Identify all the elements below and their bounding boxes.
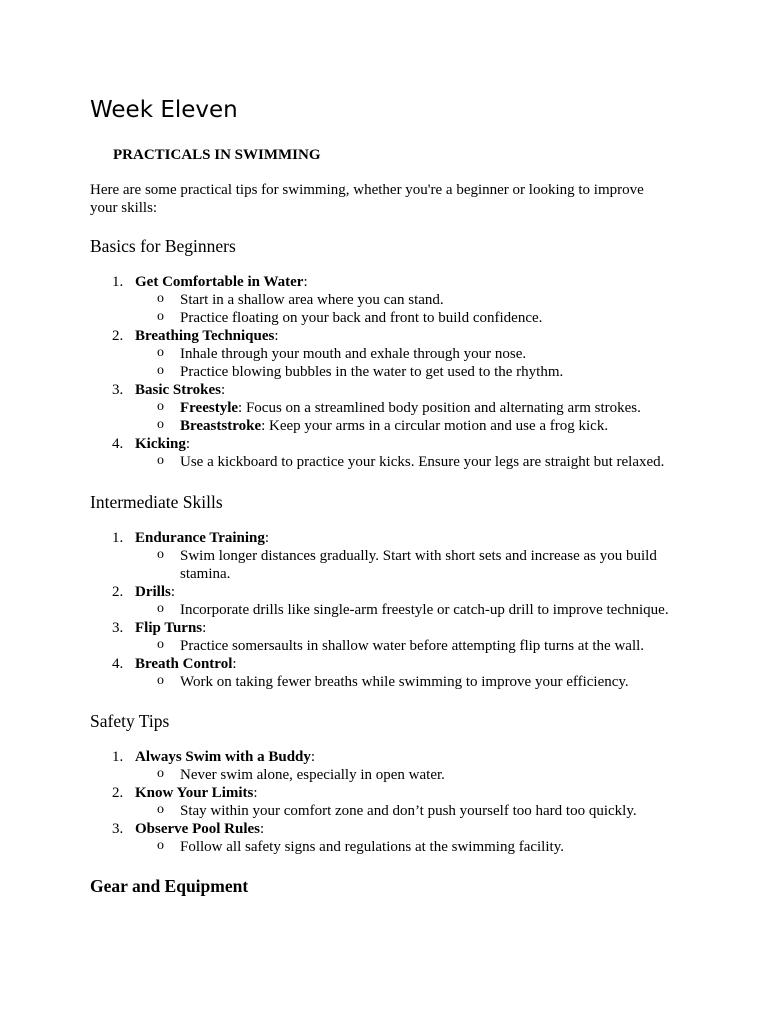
sub-item bbox=[135, 453, 690, 471]
sub-item-text: Use a kickboard to practice your kicks. Ensure your legs are straight but relaxed. bbox=[180, 454, 665, 470]
list-item bbox=[90, 327, 690, 381]
sub-item bbox=[135, 601, 690, 619]
bullet-icon: o bbox=[157, 417, 164, 432]
sub-list bbox=[135, 673, 690, 691]
bullet-icon: o bbox=[157, 601, 164, 616]
item-number: 3. bbox=[112, 620, 124, 636]
list-item bbox=[90, 820, 690, 856]
sub-list bbox=[135, 453, 690, 471]
bullet-icon: o bbox=[157, 766, 164, 781]
sub-item-text: Practice somersaults in shallow water before attempting flip turns at the wall. bbox=[180, 638, 645, 654]
sub-item bbox=[135, 673, 690, 691]
item-title: Drills bbox=[135, 584, 171, 600]
sub-list bbox=[135, 802, 690, 820]
list-item bbox=[90, 784, 690, 820]
sub-item bbox=[135, 547, 690, 583]
sub-item bbox=[135, 399, 690, 417]
bullet-icon: o bbox=[157, 309, 164, 324]
sub-list bbox=[135, 547, 690, 583]
list-item bbox=[90, 529, 690, 583]
bullet-icon: o bbox=[157, 802, 164, 817]
item-colon: : bbox=[202, 620, 207, 636]
sub-list bbox=[135, 399, 690, 435]
item-title: Get Comfortable in Water bbox=[135, 274, 304, 290]
week-title: Week Eleven bbox=[90, 97, 238, 123]
item-colon: : bbox=[303, 274, 308, 290]
sub-list bbox=[135, 291, 690, 327]
sub-item-text: Practice blowing bubbles in the water to get used to the rhythm. bbox=[180, 364, 564, 380]
item-number: 1. bbox=[112, 274, 124, 290]
section-list-intermediate bbox=[90, 529, 690, 691]
list-item bbox=[90, 381, 690, 435]
bullet-icon: o bbox=[157, 673, 164, 688]
item-number: 1. bbox=[112, 749, 124, 765]
item-title: Endurance Training bbox=[135, 530, 265, 546]
item-colon: : bbox=[310, 749, 316, 765]
item-colon: : bbox=[253, 785, 258, 801]
item-number: 3. bbox=[112, 821, 124, 837]
sub-item-text: Inhale through your mouth and exhale through your nose. bbox=[180, 346, 527, 362]
item-number: 1. bbox=[112, 530, 124, 546]
item-number: 3. bbox=[112, 382, 124, 398]
sub-item-bold: Breaststroke bbox=[180, 418, 262, 434]
item-title: Flip Turns bbox=[135, 620, 203, 636]
section-heading-intermediate: Intermediate Skills bbox=[90, 492, 223, 512]
sub-item bbox=[135, 309, 690, 327]
sub-item-text: : Focus on a streamlined body position and alternating arm strokes. bbox=[238, 400, 641, 416]
sub-item-text: Stay within your comfort zone and don’t push yourself too hard too quickly. bbox=[180, 803, 637, 819]
item-number: 2. bbox=[112, 584, 124, 600]
item-title: Breath Control bbox=[135, 656, 233, 672]
sub-item bbox=[135, 637, 690, 655]
item-colon: : bbox=[264, 530, 270, 546]
item-number: 4. bbox=[112, 436, 124, 452]
bullet-icon: o bbox=[157, 399, 164, 414]
sub-item bbox=[135, 291, 690, 309]
item-colon: : bbox=[220, 382, 226, 398]
sub-list bbox=[135, 766, 690, 784]
item-number: 2. bbox=[112, 328, 124, 344]
sub-item bbox=[135, 363, 690, 381]
intro-paragraph: Here are some practical tips for swimming, whether you're a beginner or looking to improve your skills: bbox=[90, 182, 644, 216]
sub-item-text: : Keep your arms in a circular motion and use a frog kick. bbox=[261, 418, 609, 434]
section-list-safety bbox=[90, 748, 690, 856]
sub-item-bold: Freestyle bbox=[180, 400, 239, 416]
sub-item bbox=[135, 802, 690, 820]
list-item bbox=[90, 619, 690, 655]
item-colon: : bbox=[232, 656, 237, 672]
item-title: Kicking bbox=[135, 436, 186, 452]
sub-list bbox=[135, 345, 690, 381]
bullet-icon: o bbox=[157, 838, 164, 853]
list-item bbox=[90, 655, 690, 691]
bullet-icon: o bbox=[157, 453, 164, 468]
section-heading-safety: Safety Tips bbox=[90, 711, 170, 731]
section-list-basics bbox=[90, 273, 690, 471]
sub-list bbox=[135, 601, 690, 619]
item-number: 2. bbox=[112, 785, 124, 801]
main-title: PRACTICALS IN SWIMMING bbox=[113, 147, 321, 163]
sub-item-text: Practice floating on your back and front to build confidence. bbox=[180, 310, 543, 326]
list-item bbox=[90, 435, 690, 471]
sub-list bbox=[135, 838, 690, 856]
list-item bbox=[90, 583, 690, 619]
item-colon: : bbox=[170, 584, 176, 600]
item-title: Breathing Techniques bbox=[135, 328, 275, 344]
item-title: Observe Pool Rules bbox=[135, 821, 260, 837]
sub-item bbox=[135, 417, 690, 435]
item-colon: : bbox=[185, 436, 191, 452]
item-title: Always Swim with a Buddy bbox=[135, 749, 311, 765]
sub-item-text: Never swim alone, especially in open water. bbox=[180, 767, 445, 783]
item-title: Know Your Limits bbox=[135, 785, 254, 801]
sub-item-text: Swim longer distances gradually. Start with short sets and increase as you build stamina. bbox=[180, 548, 657, 582]
bullet-icon: o bbox=[157, 363, 164, 378]
sub-item-text: Incorporate drills like single-arm freestyle or catch-up drill to improve technique. bbox=[180, 602, 669, 618]
bullet-icon: o bbox=[157, 547, 164, 562]
bullet-icon: o bbox=[157, 345, 164, 360]
section-heading-basics: Basics for Beginners bbox=[90, 236, 236, 256]
section-heading-gear: Gear and Equipment bbox=[90, 876, 249, 896]
sub-item-text: Follow all safety signs and regulations at the swimming facility. bbox=[180, 839, 564, 855]
sub-item-text: Work on taking fewer breaths while swimming to improve your efficiency. bbox=[180, 674, 629, 690]
item-number: 4. bbox=[112, 656, 124, 672]
sub-item bbox=[135, 345, 690, 363]
sub-item bbox=[135, 838, 690, 856]
sub-item bbox=[135, 766, 690, 784]
item-colon: : bbox=[274, 328, 279, 344]
list-item bbox=[90, 748, 690, 784]
sub-item-text: Start in a shallow area where you can stand. bbox=[180, 292, 444, 308]
bullet-icon: o bbox=[157, 291, 164, 306]
sub-list bbox=[135, 637, 690, 655]
item-title: Basic Strokes bbox=[135, 382, 221, 398]
list-item bbox=[90, 273, 690, 327]
item-colon: : bbox=[260, 821, 265, 837]
bullet-icon: o bbox=[157, 637, 164, 652]
